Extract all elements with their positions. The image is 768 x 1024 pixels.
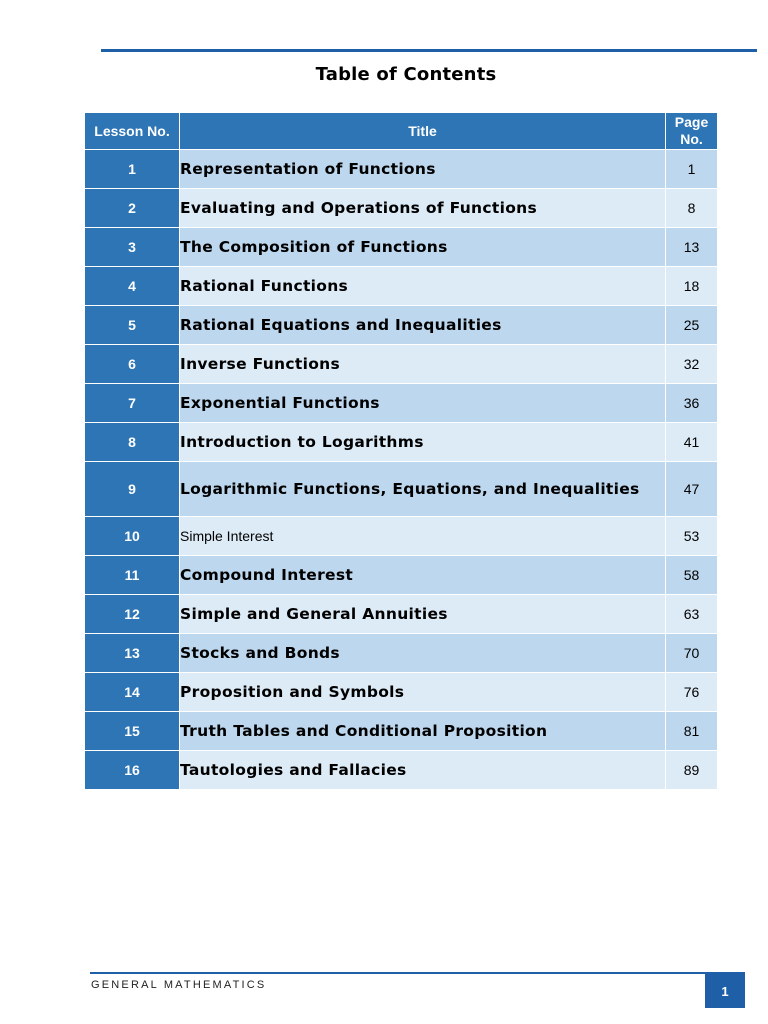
lesson-number: 6	[85, 345, 180, 384]
lesson-number: 8	[85, 423, 180, 462]
header-lesson-no: Lesson No.	[85, 113, 180, 150]
table-row	[85, 595, 718, 634]
lesson-number: 15	[85, 712, 180, 751]
table-row	[85, 517, 718, 556]
page-number: 18	[666, 267, 718, 306]
table-header-row	[85, 113, 718, 150]
header-page-line1: Page	[674, 114, 709, 130]
table-row	[85, 712, 718, 751]
lesson-title: Simple Interest	[180, 517, 666, 556]
page-number: 41	[666, 423, 718, 462]
table-row	[85, 673, 718, 712]
lesson-number: 12	[85, 595, 180, 634]
header-page-no	[666, 113, 718, 150]
lesson-number: 7	[85, 384, 180, 423]
table-row	[85, 267, 718, 306]
lesson-title: Introduction to Logarithms	[180, 423, 666, 462]
header-page-line2: No.	[680, 131, 703, 147]
table-row	[85, 751, 718, 790]
lesson-number: 10	[85, 517, 180, 556]
page-number: 76	[666, 673, 718, 712]
header-title: Title	[180, 113, 666, 150]
lesson-title: Simple and General Annuities	[180, 595, 666, 634]
lesson-title: Exponential Functions	[180, 384, 666, 423]
lesson-number: 1	[85, 150, 180, 189]
lesson-number: 9	[85, 462, 180, 517]
lesson-title: Representation of Functions	[180, 150, 666, 189]
page-number-badge: 1	[705, 974, 745, 1008]
lesson-title: Logarithmic Functions, Equations, and Inequalities	[180, 462, 666, 517]
lesson-number: 13	[85, 634, 180, 673]
page-number: 36	[666, 384, 718, 423]
lesson-number: 14	[85, 673, 180, 712]
table-row	[85, 345, 718, 384]
page-number: 13	[666, 228, 718, 267]
page-number: 8	[666, 189, 718, 228]
lesson-number: 3	[85, 228, 180, 267]
lesson-title: Rational Equations and Inequalities	[180, 306, 666, 345]
lesson-number: 2	[85, 189, 180, 228]
table-row	[85, 306, 718, 345]
page-number: 47	[666, 462, 718, 517]
lesson-title: Inverse Functions	[180, 345, 666, 384]
page-number: 89	[666, 751, 718, 790]
page-number: 81	[666, 712, 718, 751]
table-row	[85, 634, 718, 673]
lesson-number: 11	[85, 556, 180, 595]
lesson-title: Truth Tables and Conditional Proposition	[180, 712, 666, 751]
table-row	[85, 462, 718, 517]
page-number: 32	[666, 345, 718, 384]
lesson-title: Stocks and Bonds	[180, 634, 666, 673]
table-row	[85, 384, 718, 423]
table-row	[85, 556, 718, 595]
page-number: 53	[666, 517, 718, 556]
lesson-number: 16	[85, 751, 180, 790]
lesson-title: Compound Interest	[180, 556, 666, 595]
table-row	[85, 228, 718, 267]
page-number: 63	[666, 595, 718, 634]
lesson-number: 5	[85, 306, 180, 345]
lesson-title: Evaluating and Operations of Functions	[180, 189, 666, 228]
top-rule	[101, 49, 757, 52]
footer-label: GENERAL MATHEMATICS	[91, 979, 267, 991]
lesson-title: Rational Functions	[180, 267, 666, 306]
page-number: 70	[666, 634, 718, 673]
table-row	[85, 150, 718, 189]
table-row	[85, 189, 718, 228]
lesson-number: 4	[85, 267, 180, 306]
page-number: 25	[666, 306, 718, 345]
footer-rule	[90, 972, 745, 974]
page-number: 58	[666, 556, 718, 595]
lesson-title: Tautologies and Fallacies	[180, 751, 666, 790]
lesson-title: The Composition of Functions	[180, 228, 666, 267]
page-number: 1	[666, 150, 718, 189]
table-of-contents	[84, 112, 718, 790]
table-row	[85, 423, 718, 462]
lesson-title: Proposition and Symbols	[180, 673, 666, 712]
page-title: Table of Contents	[315, 64, 497, 85]
